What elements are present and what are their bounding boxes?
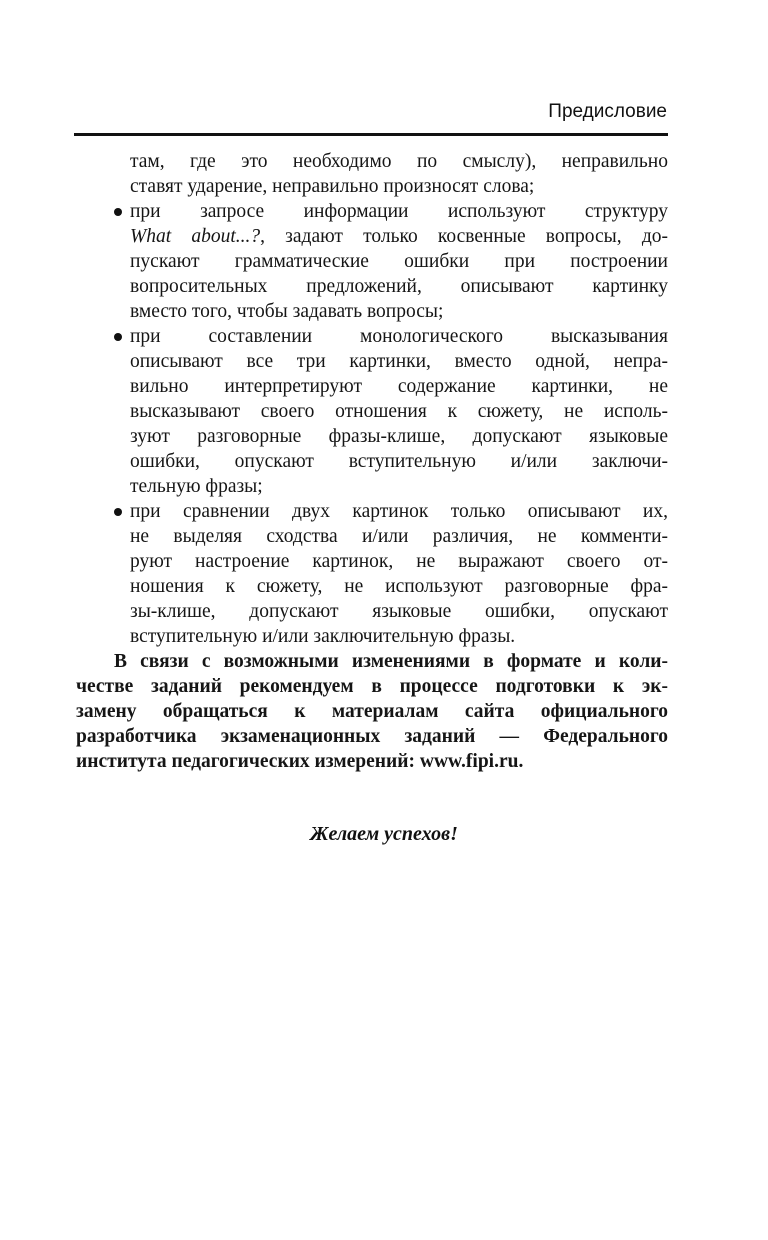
- running-head: Предисловие: [548, 101, 667, 122]
- continuation-paragraph: [76, 149, 668, 199]
- notice-paragraph: [76, 649, 668, 774]
- bullet-item-monologue: [76, 324, 668, 499]
- text-line: высказывают своего отношения к сюжету, не исполь-: [130, 401, 668, 422]
- body-text: [76, 149, 668, 774]
- italic-phrase: What about...?: [130, 226, 261, 247]
- text-line: зуют разговорные фразы-клише, допускают языковые: [130, 426, 668, 447]
- text-line: при запросе информации используют структуру: [130, 201, 668, 222]
- text-fragment: , задают только косвенные вопросы, до-: [260, 226, 668, 247]
- bullet-icon: [114, 333, 122, 341]
- text-line: честве заданий рекомендуем в процессе подготовки к эк-: [76, 676, 668, 697]
- text-line: там, где это необходимо по смыслу), неправильно: [130, 151, 668, 172]
- text-line: зы-клише, допускают языковые ошибки, опускают: [130, 601, 668, 622]
- bullet-item-comparison: [76, 499, 668, 649]
- text-line: ставят ударение, неправильно произносят слова;: [130, 176, 535, 197]
- text-line: тельную фразы;: [130, 476, 263, 497]
- closing-wish: Желаем успехов!: [310, 823, 458, 845]
- bullet-icon: [114, 508, 122, 516]
- text-line: вступительную и/или заключительную фразы.: [130, 626, 516, 647]
- text-line: института педагогических измерений: www.fipi.ru.: [76, 751, 524, 772]
- text-line: ношения к сюжету, не используют разговорные фра-: [130, 576, 668, 597]
- text-line: при составлении монологического высказывания: [130, 326, 668, 347]
- text-line: вильно интерпретируют содержание картинки, не: [130, 376, 668, 397]
- text-line: руют настроение картинок, не выражают своего от-: [130, 551, 668, 572]
- text-line: не выделяя сходства и/или различия, не комменти-: [130, 526, 668, 547]
- text-line: В связи с возможными изменениями в формате и коли-: [114, 651, 668, 672]
- bullet-item-query: [76, 199, 668, 324]
- text-line: разработчика экзаменационных заданий — Федерального: [76, 726, 668, 747]
- text-line: пускают грамматические ошибки при построении: [130, 251, 668, 272]
- text-line: ошибки, опускают вступительную и/или заключи-: [130, 451, 668, 472]
- text-line: замену обращаться к материалам сайта официального: [76, 701, 668, 722]
- text-line: описывают все три картинки, вместо одной, непра-: [130, 351, 668, 372]
- text-line: вместо того, чтобы задавать вопросы;: [130, 301, 444, 322]
- text-line: при сравнении двух картинок только описывают их,: [130, 501, 668, 522]
- text-line-mixed: [130, 224, 668, 249]
- text-line: вопросительных предложений, описывают картинку: [130, 276, 668, 297]
- header-rule: [74, 133, 668, 136]
- bullet-icon: [114, 208, 122, 216]
